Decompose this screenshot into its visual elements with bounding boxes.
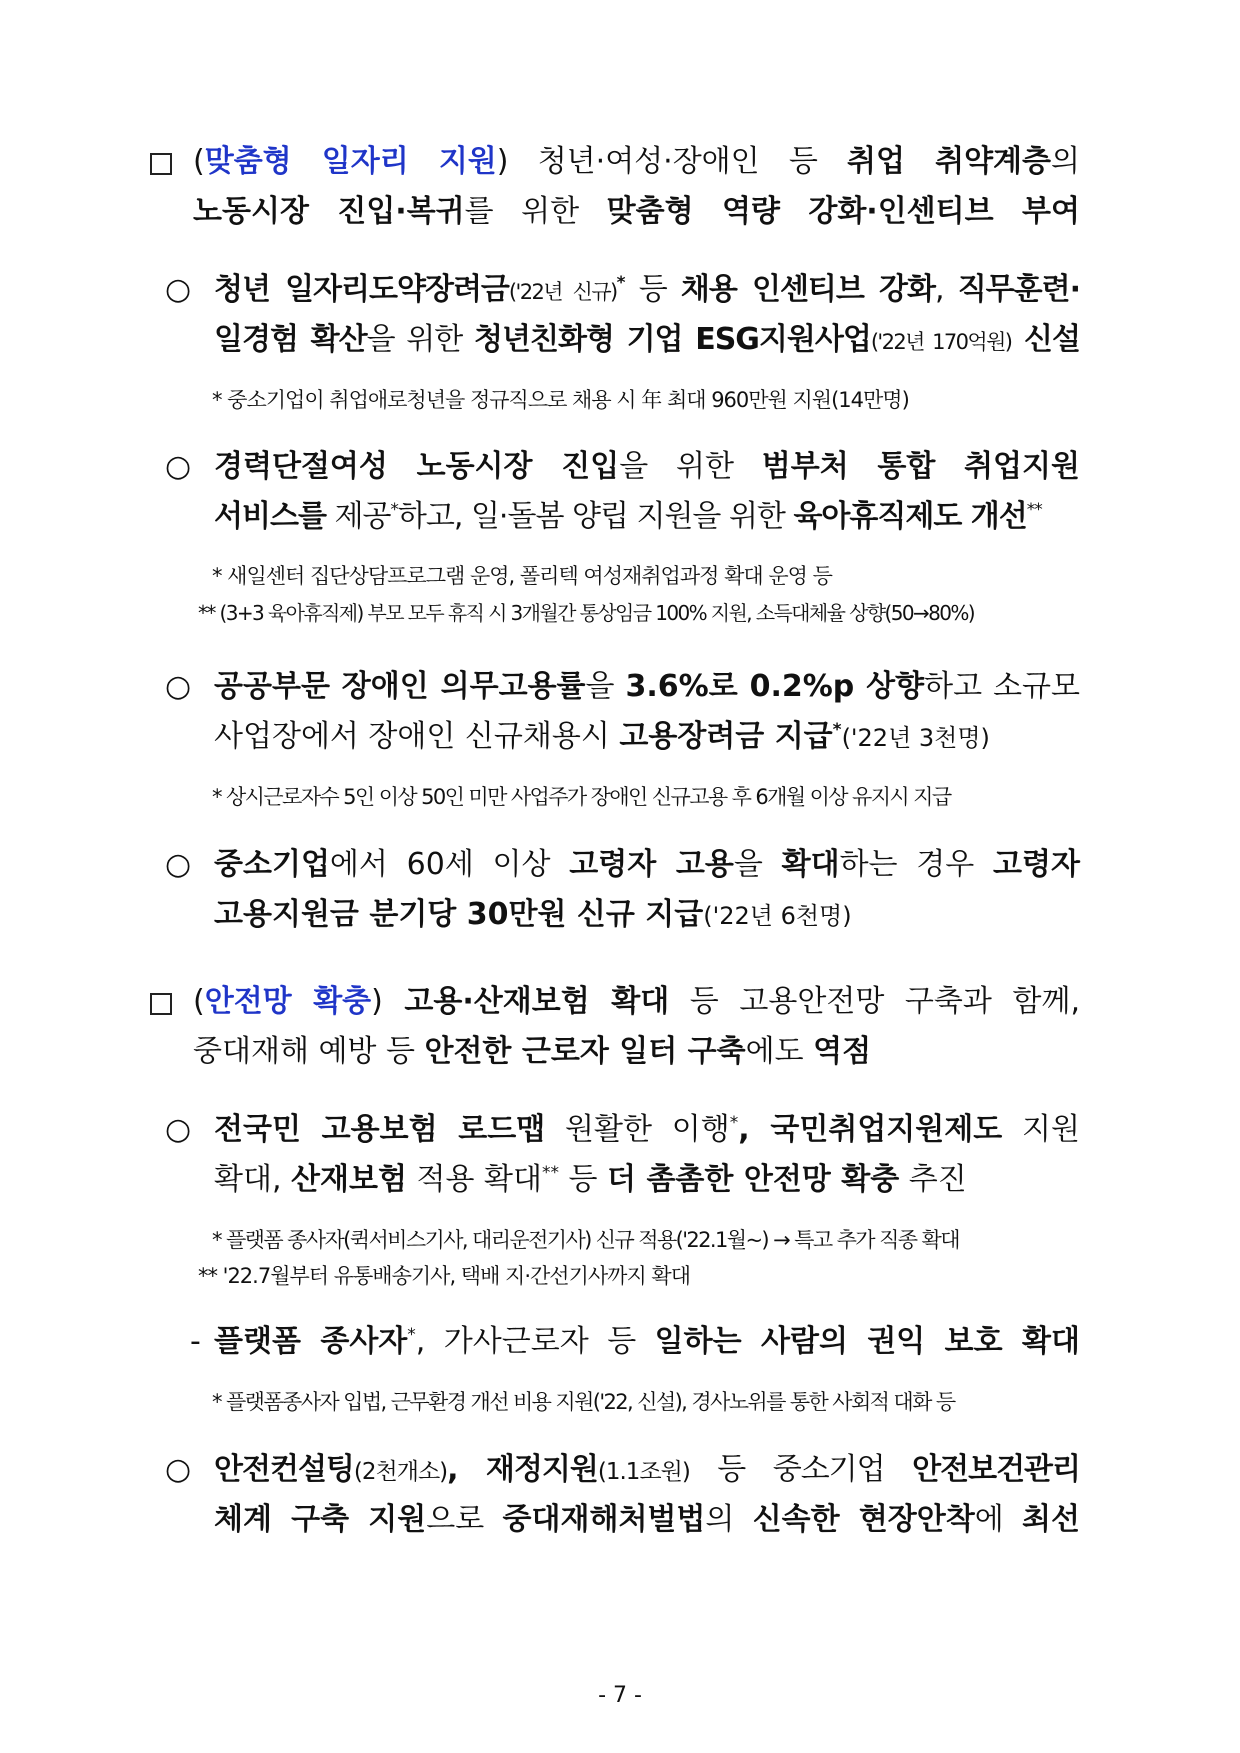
section-2-line-1: (안전망 확충) 고용·산재보험 확대 등 고용안전망 구축과 함께,	[193, 984, 1080, 1019]
item-1-3-line-1: 공공부문 장애인 의무고용률을 3.6%로 0.2%p 상향하고 소규모	[214, 669, 1081, 704]
section-1-heading: 맞춤형 일자리 지원	[204, 144, 497, 179]
footnote: * 상시근로자수 5인 이상 50인 미만 사업주가 장애인 신규고용 후 6개월 이상 유지시 지급	[212, 785, 951, 809]
bullet-circle: ○	[165, 1452, 192, 1487]
item-2-2-line-2: 체계 구축 지원으로 중대재해처벌법의 신속한 현장안착에 최선	[214, 1502, 1080, 1537]
item-1-3-line-2: 사업장에서 장애인 신규채용시 고용장려금 지급*('22년 3천명)	[214, 719, 990, 754]
item-1-4-line-2: 고용지원금 분기당 30만원 신규 지급('22년 6천명)	[214, 897, 852, 932]
section-2-line-2: 중대재해 예방 등 안전한 근로자 일터 구축에도 역점	[193, 1034, 872, 1069]
item-2-1-line-2: 확대, 산재보험 적용 확대** 등 더 촘촘한 안전망 확충 추진	[214, 1162, 967, 1197]
section-checkbox-1	[150, 153, 172, 175]
item-1-4-line-1: 중소기업에서 60세 이상 고령자 고용을 확대하는 경우 고령자	[214, 847, 1080, 882]
section-2-heading: 안전망 확충	[204, 984, 372, 1019]
item-1-1-line-1: 청년 일자리도약장려금('22년 신규)* 등 채용 인센티브 강화, 직무훈련·	[214, 272, 1081, 307]
bullet-circle: ○	[165, 449, 192, 484]
section-1-line-2: 노동시장 진입·복귀를 위한 맞춤형 역량 강화·인센티브 부여	[193, 194, 1080, 229]
item-2-1-line-1: 전국민 고용보험 로드맵 원활한 이행*, 국민취업지원제도 지원	[214, 1112, 1080, 1147]
footnote: * 중소기업이 취업애로청년을 정규직으로 채용 시 年 최대 960만원 지원(14만명)	[212, 388, 909, 412]
page-number: - 7 -	[598, 1683, 642, 1708]
item-2-2-line-1: 안전컨설팅(2천개소), 재정지원(1.1조원) 등 중소기업 안전보건관리	[214, 1452, 1081, 1487]
bullet-dash: -	[190, 1324, 201, 1359]
footnote: * 새일센터 집단상담프로그램 운영, 폴리텍 여성재취업과정 확대 운영 등	[212, 564, 832, 588]
bullet-circle: ○	[165, 847, 192, 882]
item-1-2-line-1: 경력단절여성 노동시장 진입을 위한 범부처 통합 취업지원	[214, 449, 1080, 484]
footnote: * 플랫폼종사자 입법, 근무환경 개선 비용 지원('22, 신설), 경사노위를 통한 사회적 대화 등	[212, 1390, 955, 1414]
bullet-circle: ○	[165, 272, 192, 307]
item-1-2-line-2: 서비스를 제공*하고, 일·돌봄 양립 지원을 위한 육아휴직제도 개선**	[214, 499, 1042, 534]
section-1-line-1: (맞춤형 일자리 지원) 청년·여성·장애인 등 취업 취약계층의	[193, 144, 1080, 179]
footnote: ** '22.7월부터 유통배송기사, 택배 지·간선기사까지 확대	[198, 1264, 690, 1288]
subitem-line: 플랫폼 종사자*, 가사근로자 등 일하는 사람의 권익 보호 확대	[214, 1324, 1080, 1359]
bullet-circle: ○	[165, 669, 192, 704]
item-1-1-line-2: 일경험 확산을 위한 청년친화형 기업 ESG지원사업('22년 170억원) 신설	[214, 322, 1080, 357]
footnote: ** (3+3 육아휴직제) 부모 모두 휴직 시 3개월간 통상임금 100% 지원, 소득대체율 상향(50→80%)	[198, 601, 974, 625]
section-checkbox-2	[150, 993, 172, 1015]
footnote: * 플랫폼 종사자(퀵서비스기사, 대리운전기사) 신규 적용('22.1월~) → 특고 추가 직종 확대	[212, 1228, 959, 1252]
bullet-circle: ○	[165, 1112, 192, 1147]
